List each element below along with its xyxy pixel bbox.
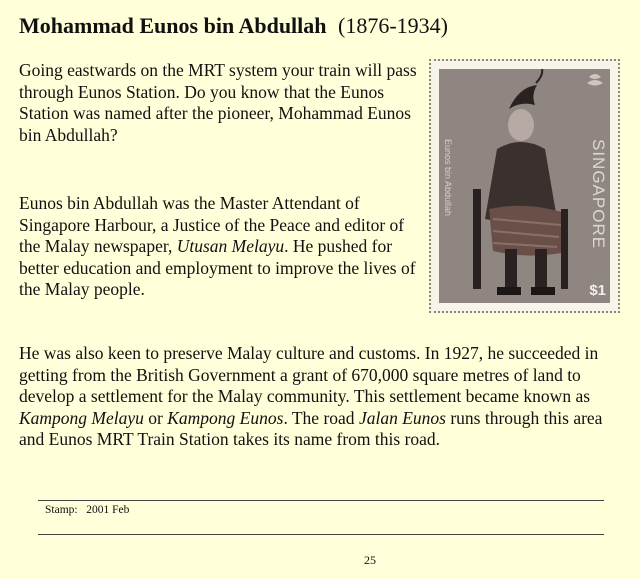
paragraph-culture-text-a: He was also keen to preserve Malay culture and customs. In 1927, he succeeded in getting from the British Government a grant of 670,000 square metres of land to develop a settlement for the Malay community. This settlement became known as bbox=[19, 343, 599, 406]
postage-stamp-image bbox=[429, 59, 620, 313]
paragraph-culture-or: or bbox=[143, 407, 168, 428]
stamp-face bbox=[439, 69, 610, 303]
stamp-value: $1 bbox=[589, 282, 606, 299]
divider-bottom bbox=[38, 534, 604, 535]
portrait-illustration bbox=[439, 69, 610, 303]
title-years: (1876-1934) bbox=[338, 13, 449, 38]
title-name: Mohammad Eunos bin Abdullah bbox=[19, 13, 327, 38]
road-name: Jalan Eunos bbox=[358, 407, 446, 428]
settlement-name-2: Kampong Eunos bbox=[167, 407, 284, 428]
page-number: 25 bbox=[364, 553, 376, 567]
paragraph-culture-text-b: . The road bbox=[283, 407, 359, 428]
page-title bbox=[19, 13, 448, 39]
newspaper-name: Utusan Melayu bbox=[176, 236, 285, 256]
paragraph-culture-text-c: runs through this area and Eunos MRT Train Station takes its name from this road. bbox=[19, 407, 603, 449]
stamp-caption: Eunos bin Abdullah bbox=[443, 139, 453, 217]
stamp-country: SINGAPORE bbox=[589, 139, 608, 250]
paragraph-biography-text-b: . He pushed for better education and employment to improve the lives of the Malay people. bbox=[19, 236, 416, 299]
paragraph-biography-text-a: Eunos bin Abdullah was the Master Attendant of Singapore Harbour, a Justice of the Peace and editor of the Malay newspaper, bbox=[19, 193, 405, 256]
paragraph-culture bbox=[19, 343, 631, 451]
paragraph-biography bbox=[19, 193, 424, 301]
settlement-name-1: Kampong Melayu bbox=[19, 407, 144, 428]
paragraph-intro: Going eastwards on the MRT system your train will pass through Eunos Station. Do you know that the Eunos Station was named after the pioneer, Mohammad Eunos bin Abdullah? bbox=[19, 60, 417, 145]
divider-top bbox=[38, 500, 604, 501]
stamp-note: Stamp: 2001 Feb bbox=[45, 504, 130, 516]
